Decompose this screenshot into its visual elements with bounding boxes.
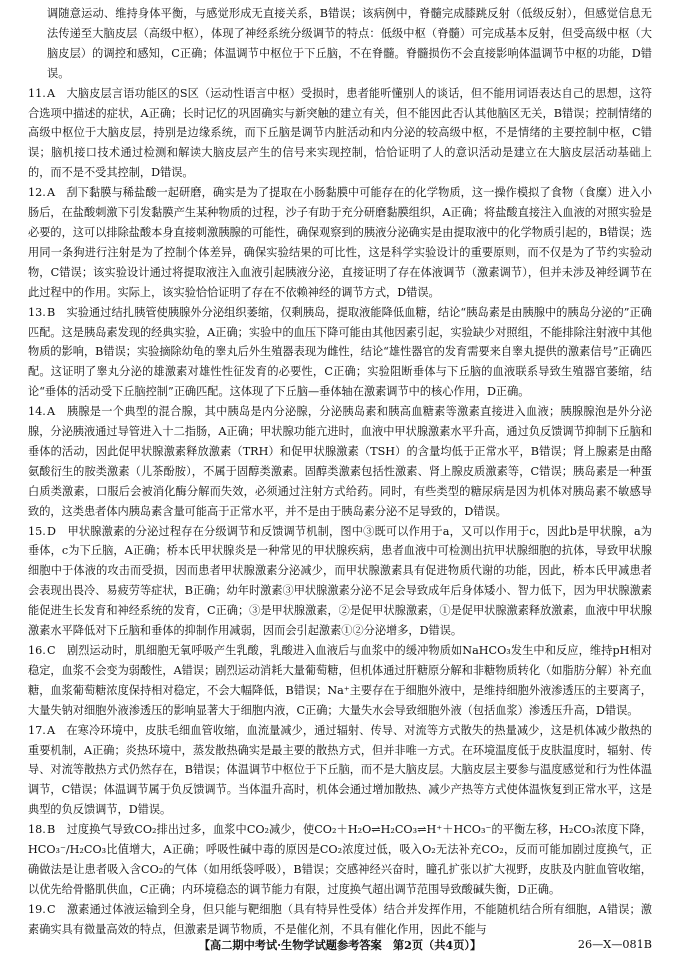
page-footer <box>28 934 652 956</box>
answer-text: C 剧烈运动时，肌细胞无氧呼吸产生乳酸，乳酸进入血液后与血浆中的缓冲物质如NaHCO₃发生中和反应，维持pH相对稳定，血浆不会变为弱酸性，A错误；剧烈运动消耗大量葡萄糖，但机体通过肝糖原分解和非糖物质转化（如脂肪分解）补充血糖，血浆葡萄糖浓度保持相对稳定，不会大幅降低，B错误；Na⁺主要存在于细胞外液中，是维持细胞外液渗透压的主要离子，大量失钠对细胞外液渗透压的影响显著大于细胞内液，C正确；大量失水会导致细胞外液（包括血浆）渗透压升高，D错误。 <box>28 644 652 717</box>
answer-item <box>28 522 652 641</box>
answer-text: B 过度换气导致CO₂排出过多，血浆中CO₂减少，使CO₂＋H₂O⇌H₂CO₃⇌H⁺＋HCO₃⁻的平衡左移，H₂CO₃浓度下降，HCO₃⁻/H₂CO₃比值增大，A正确；呼吸性碱中毒的原因是CO₂浓度过低，吸入O₂无法补充CO₂，反而可能加剧过度换气，正确做法是让患者吸入含CO₂的气体（如用纸袋呼吸），B错误；交感神经兴奋时，瞳孔扩张以扩大视野，皮肤及内脏血管收缩，以优先给骨骼肌供血，C正确；内环境稳态的调节能力有限，过度换气超出调节范围导致酸碱失衡，D正确。 <box>28 823 652 896</box>
answer-text: A 大脑皮层言语功能区的S区（运动性语言中枢）受损时，患者能听懂别人的谈话，但不能用词语表达自己的思想，这符合选项中描述的症状，A正确；长时记忆的巩固确实与新突触的建立有关，但不能因此否认其他脑区无关，B错误；控制情绪的高级中枢位于大脑皮层，持别是边缘系统，而下丘脑是调节内脏活动和内分泌的较高级中枢，不是情绪的主要控制中枢，C错误；脑机接口技术通过检测和解读大脑皮层产生的信号来实现控制，恰恰证明了人的意识活动是建立在大脑皮层活动基础上的，而不是不受其控制，D错误。 <box>28 86 652 180</box>
answer-number: 11. <box>28 86 46 100</box>
answer-item <box>28 820 652 900</box>
answer-number: 13. <box>28 305 46 319</box>
answer-item <box>28 303 652 403</box>
answer-number: 14. <box>28 405 46 419</box>
answer-number: 12. <box>28 186 46 200</box>
answer-text: C 激素通过体液运输到全身，但只能与靶细胞（具有特异性受体）结合并发挥作用，不能随机结合所有细胞，A错误；激素确实具有微量高效的特点，但激素是调节物质，不是催化剂，不具有催化作用，因此不能与 <box>28 902 652 936</box>
answer-item <box>28 641 652 721</box>
answer-page <box>28 4 652 936</box>
answer-number: 17. <box>28 723 46 737</box>
footer-title: 【高二期中考试·生物学试题参考答案 第2页（共4页）】 <box>198 938 482 952</box>
lead-paragraph: 调随意运动、维持身体平衡，与感觉形成无直接关系，B错误；该病例中，脊髓完成膝跳反射（低级反射），但感觉信息无法传递至大脑皮层（高级中枢），体现了神经系统分级调节的特点：低级中枢（脊髓）可完成基本反射，但受高级中枢（大脑皮层）的调控和感知，C正确；体温调节中枢位于下丘脑，不在脊髓。脊髓损伤不会直接影响体温调节中枢的功能，D错误。 <box>47 7 652 80</box>
answer-text: D 甲状腺激素的分泌过程存在分级调节和反馈调节机制，图中③既可以作用于a，又可以作用于c，因此b是甲状腺，a为垂体，c为下丘脑，A正确；桥本氏甲状腺炎是一种常见的甲状腺疾病，患者血液中可检测出抗甲状腺细胞的抗体，导致甲状腺细胞中于体液的攻击而受损，因而患者甲状腺激素分泌减少，而甲状腺激素具有促进物质代谢的功能，因此，桥本氏甲减患者会表现出畏冷、易疲劳等症状，B正确；幼年时激素③甲状腺激素分泌不足会导致成年后身体矮小、智力低下，因为甲状腺激素能促进生长发育和神经系统的发育，C正确；③是甲状腺激素，②是促甲状腺激素，①是促甲状腺激素释放激素，血液中甲状腺激素水平降低对下丘脑和垂体的抑制作用减弱，因而会引起激素①②分泌增多，D错误。 <box>28 524 652 638</box>
answer-number: 18. <box>28 823 46 837</box>
answer-number: 15. <box>28 524 46 538</box>
answer-number: 16. <box>28 644 46 657</box>
answer-item <box>28 183 652 302</box>
answer-number: 19. <box>28 902 46 916</box>
answer-text: A 刮下黏膜与稀盐酸一起研磨，确实是为了提取在小肠黏膜中可能存在的化学物质，这一操作模拟了食物（食糜）进入小肠后，在盐酸刺激下引发黏膜产生某种物质的过程，沙子有助于充分研磨黏膜组织，A正确；将盐酸直接注入血液的对照实验是必要的，这可以排除盐酸本身直接刺激胰腺的可能性，确保观察到的胰液分泌确实是由提取液中的化学物质引起的，B错误；选用同一条狗进行注射是为了控制个体差异，确保实验结果的可比性，这是科学实验设计的重要原则，而不仅是为了节约实验动物，C错误；该实验设计通过将提取液注入血液引起胰液分泌，直接证明了存在体液调节（激素调节），但并未涉及神经调节在此过程中的作用。实际上，该实验恰恰证明了存在不依赖神经的调节方式，D错误。 <box>28 186 652 299</box>
footer-code: 26—X—081B <box>577 938 652 951</box>
answer-text: A 在寒冷环境中，皮肤毛细血管收缩，血流量减少，通过辐射、传导、对流等方式散失的热量减少，这是机体减少散热的重要机制，A正确；炎热环境中，蒸发散热确实是最主要的散热方式，但并非唯一方式。在环境温度低于皮肤温度时，辐射、传导、对流等散热方式仍然存在，B错误；体温调节中枢位于下丘脑，而不是大脑皮层。大脑皮层主要参与温度感觉和行为性体温调节，C错误；体温调节属于负反馈调节。当体温升高时，机体会通过增加散热、减少产热等方式使体温恢复到正常水平，这是典型的负反馈调节，D错误。 <box>28 723 652 817</box>
answer-list <box>28 84 652 940</box>
answer-text: A 胰腺是一个典型的混合腺，其中胰岛是内分泌腺，分泌胰岛素和胰高血糖素等激素直接进入血液；胰腺腺泡是外分泌腺，分泌胰液通过导管进入十二指肠，A正确；甲状腺功能亢进时，血液中甲状腺激素水平升高，通过负反馈调节抑制下丘脑和垂体的活动，因此促甲状腺激素释放激素（TRH）和促甲状腺激素（TSH）的含量均低于正常水平，B错误；肾上腺素是由酪氨酸衍生的胺类激素（儿茶酚胺），不属于固醇类激素。固醇类激素包括性激素、肾上腺皮质激素等，C错误；胰岛素是一种蛋白质类激素，口服后会被消化酶分解而失效，必须通过注射方式给药。同时，有些类型的糖尿病是因为机体对胰岛素不敏感导致的，这类患者体内胰岛素含量可能高于正常水平，并不是由于胰岛素分泌不足导致的，D错误。 <box>28 405 652 518</box>
answer-item <box>28 402 652 521</box>
answer-text: B 实验通过结扎胰管使胰腺外分泌组织萎缩，仅剩胰岛，提取液能降低血糖，结论“胰岛素是由胰腺中的胰岛分泌的”正确匹配。这是胰岛素发现的经典实验，A正确；实验中的血压下降可能由其他因素引起，实验缺少对照组，不能排除注射液中其他物质的影响，B错误；实验摘除幼龟的睾丸后外生殖器表现为雌性，结论“雄性器官的发育需要来自睾丸提供的激素信号”正确匹配。这证明了睾丸分泌的雄激素对雄性性征发育的必要性，C正确；实验阻断垂体与下丘脑的血液联系导致生殖器官萎缩，结论“垂体的活动受下丘脑控制”正确匹配。这体现了下丘脑—垂体轴在激素调节中的核心作用，D正确。 <box>28 305 652 399</box>
answer-item <box>28 84 652 184</box>
answer-item <box>28 721 652 821</box>
